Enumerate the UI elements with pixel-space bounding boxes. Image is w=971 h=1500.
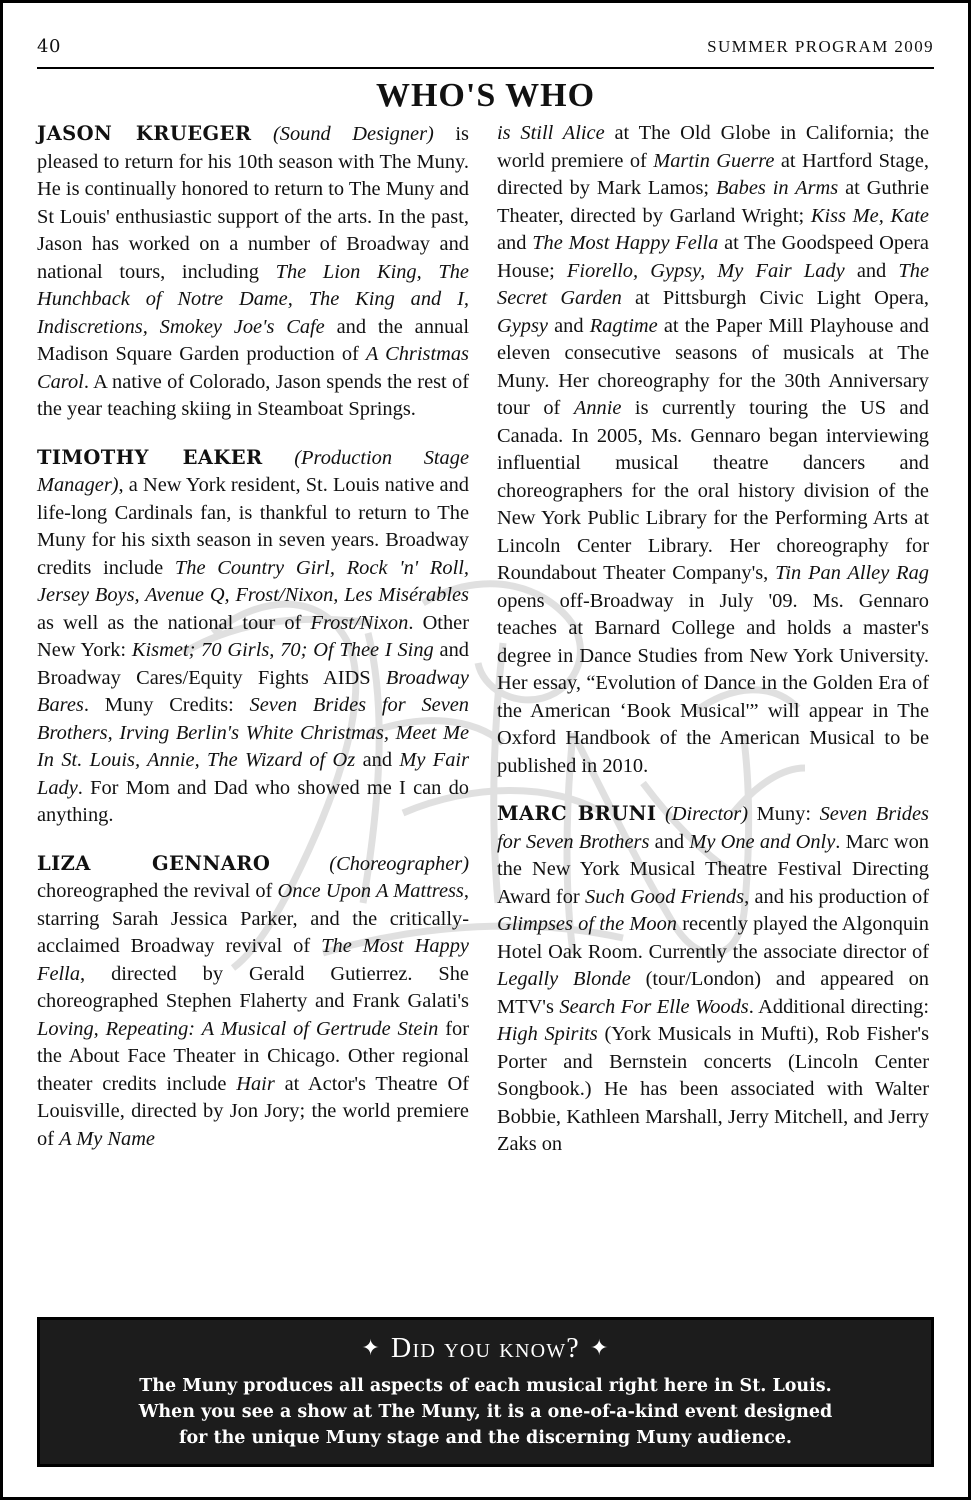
bio-text: at The Goodspeed Opera House;	[497, 232, 929, 282]
bio-titles: Martin Guerre	[653, 149, 775, 172]
bio-titles: Tin Pan Alley Rag	[775, 562, 929, 584]
star-icon-right: ✦	[589, 1335, 610, 1360]
bio-titles: Kiss Me, Kate	[810, 204, 929, 227]
bio-titles: Kismet; 70 Girls, 70; Of Thee I Sing	[131, 639, 434, 661]
bio-titles: A Christmas Carol	[37, 343, 469, 393]
bio-text: , directed by Gerald Gutierrez. She choreographed Stephen Flaherty and Frank Galati's	[37, 962, 469, 1012]
bio-titles: The Secret Garden	[497, 259, 929, 309]
bio-text: is currently touring the US and Canada. In 2005, Ms. Gennaro began interviewing influential musical theatre dancers and choreographers for the oral history division of the New York Public Library for the Performing Arts at Lincoln Center Library. Her choreography for Roundabout Theater Company's,	[497, 397, 929, 584]
bio-text: and the annual Madison Square Garden production of	[37, 315, 470, 365]
bio-titles: Loving, Repeating: A Musical of Gertrude Stein	[37, 1017, 439, 1040]
did-you-know-title	[40, 1332, 931, 1365]
bio-text: , and his production of	[744, 885, 929, 908]
bio-text: (tour/London) and appeared on MTV's	[497, 968, 929, 1018]
did-you-know-heading: Did you know?	[391, 1333, 580, 1364]
did-you-know-line-3: for the unique Muny stage and the discerning Muny audience.	[178, 1428, 792, 1448]
bio-titles: Hair	[236, 1072, 275, 1095]
did-you-know-line-2: When you see a show at The Muny, it is a one-of-a-kind event designed	[138, 1402, 833, 1422]
column-right	[497, 120, 929, 1306]
bio-titles: Once Upon A Mattress	[277, 880, 464, 902]
bio-titles: Seven Brides for Seven Brothers	[497, 803, 929, 853]
bio-text: . Muny Credits:	[83, 694, 250, 716]
bio-text: and	[844, 259, 899, 282]
bio-titles: High Spirits	[497, 1023, 598, 1045]
bio-text: . A native of Colorado, Jason spends the rest of the year teaching skiing in Steamboat Springs.	[37, 370, 469, 420]
bio-titles: Legally Blonde	[497, 968, 631, 990]
bio-titles: Gypsy	[497, 314, 548, 337]
bio-titles: Annie	[573, 397, 622, 419]
running-head	[37, 37, 934, 69]
bio-text: for the About Face Theater in Chicago. Other regional theater credits include	[37, 1017, 470, 1095]
bio-role: (Choreographer)	[329, 852, 469, 875]
bio-jason-krueger	[37, 120, 469, 424]
bio-text: . For Mom and Dad who showed me I can do anything.	[37, 776, 469, 826]
bio-titles: The Country Girl, Rock 'n' Roll, Jersey Boys, Avenue Q, Frost/Nixon, Les Misérables	[37, 556, 469, 606]
bio-role: (Director)	[664, 803, 749, 825]
bio-text: is pleased to return for his 10th season with The Muny. He is continually honored to return to The Muny and St Louis' enthusiastic support of the arts. In the past, Jason has worked on a number of Broadway and national tours, including	[37, 123, 469, 283]
bio-titles: Frost/Nixon	[310, 611, 409, 634]
did-you-know-body	[40, 1373, 931, 1451]
bio-text: , starring Sarah Jessica Parker, and the critically-acclaimed Broadway revival of	[37, 880, 469, 957]
bio-titles: Search For Elle Woods	[559, 995, 749, 1018]
bio-text: Muny:	[748, 803, 820, 825]
page-title: WHO'S WHO	[375, 77, 596, 114]
bio-text: . Additional directing:	[748, 995, 929, 1018]
bio-text: . Marc won the New York Musical Theatre Festival Directing Award for	[497, 830, 929, 908]
bio-text: at Guthrie Theater, directed by Garland Wright;	[497, 177, 929, 227]
bio-role: (Production Stage Manager)	[37, 446, 469, 496]
bio-text: and	[547, 314, 590, 337]
bio-liza-gennaro-continued	[497, 120, 929, 780]
bio-name: LIZA GENNARO	[37, 851, 271, 875]
bio-text: at Pittsburgh Civic Light Opera,	[621, 287, 929, 309]
bio-titles: is Still Alice	[497, 122, 605, 144]
star-icon-left: ✦	[361, 1335, 382, 1360]
bio-name: JASON KRUEGER	[37, 122, 252, 145]
bio-titles: My Fair Lady	[37, 749, 470, 799]
bio-titles: A My Name	[59, 1127, 155, 1150]
bio-liza-gennaro	[37, 850, 469, 1154]
bio-text: at Actor's Theatre Of Louisville, directed by Jon Jory; the world premiere of	[37, 1072, 469, 1150]
bio-text: choreographed the revival of	[37, 880, 278, 902]
bio-text: and Broadway Cares/Equity Fights AIDS	[37, 639, 469, 689]
bio-titles: The Most Happy Fella	[37, 935, 469, 985]
bio-titles: Such Good Friends	[585, 885, 745, 908]
bio-titles: My One and Only	[689, 830, 836, 853]
bio-name: TIMOTHY EAKER	[37, 445, 263, 469]
bio-text: at Hartford Stage, directed by Mark Lamos;	[497, 149, 929, 199]
bio-titles: Seven Brides for Seven Brothers, Irving Berlin's White Christmas, Meet Me In St. Louis, Annie, The Wizard of Oz	[37, 694, 469, 771]
bio-text: and	[355, 749, 400, 771]
bio-text: at The Old Globe in California; the world premiere of	[497, 122, 929, 172]
bio-text: . Other New York:	[37, 611, 469, 661]
bio-text: opens off-Broadway in July '09. Ms. Gennaro teaches at Barnard College and holds a master's degree in Dance Studies from New York University. Her essay, “Evolution of Dance in the Golden Era of the American ‘Book Musical'” will appear in The Oxford Handbook of the American Musical to be published in 2010.	[497, 589, 929, 777]
bio-titles: The Most Happy Fella	[532, 232, 719, 254]
bio-text: and	[497, 232, 533, 254]
column-left	[37, 120, 469, 1306]
bio-name: MARC BRUNI	[497, 802, 657, 825]
bio-role: (Sound Designer)	[272, 123, 434, 145]
bio-timothy-eaker	[37, 444, 469, 830]
bio-text: (York Musicals in Mufti), Rob Fisher's Porter and Bernstein concerts (Lincoln Center Songbook.) He has been associated with Walter Bobbie, Kathleen Marshall, Jerry Mitchell, and Jerry Zaks on	[497, 1023, 930, 1155]
body-columns	[37, 120, 934, 1306]
bio-titles: Fiorello, Gypsy, My Fair Lady	[566, 259, 845, 282]
bio-titles: Babes in Arms	[716, 177, 839, 199]
bio-text: recently played the Algonquin Hotel Oak Room. Currently the associate director of	[497, 913, 929, 963]
bio-text: , a New York resident, St. Louis native and life-long Cardinals fan, is thankful to return to The Muny for his sixth season in seven years. Broadway credits include	[37, 474, 469, 579]
did-you-know-box	[37, 1317, 934, 1467]
bio-marc-bruni	[497, 800, 929, 1159]
bio-titles: Broadway Bares	[37, 666, 469, 716]
bio-titles: The Lion King, The Hunchback of Notre Dame, The King and I, Indiscretions, Smokey Joe's Cafe	[37, 260, 469, 338]
bio-text: and	[649, 830, 690, 853]
bio-titles: Glimpses of the Moon	[497, 913, 677, 935]
running-title: SUMMER PROGRAM 2009	[707, 37, 934, 56]
bio-text: at the Paper Mill Playhouse and eleven consecutive seasons of musicals at The Muny. Her choreography for the 30th Anniversary tour of	[497, 314, 930, 419]
bio-titles: Ragtime	[589, 314, 658, 337]
bio-text: as well as the national tour of	[37, 611, 311, 634]
page-number: 40	[37, 36, 61, 57]
did-you-know-line-1: The Muny produces all aspects of each musical right here in St. Louis.	[139, 1376, 832, 1396]
